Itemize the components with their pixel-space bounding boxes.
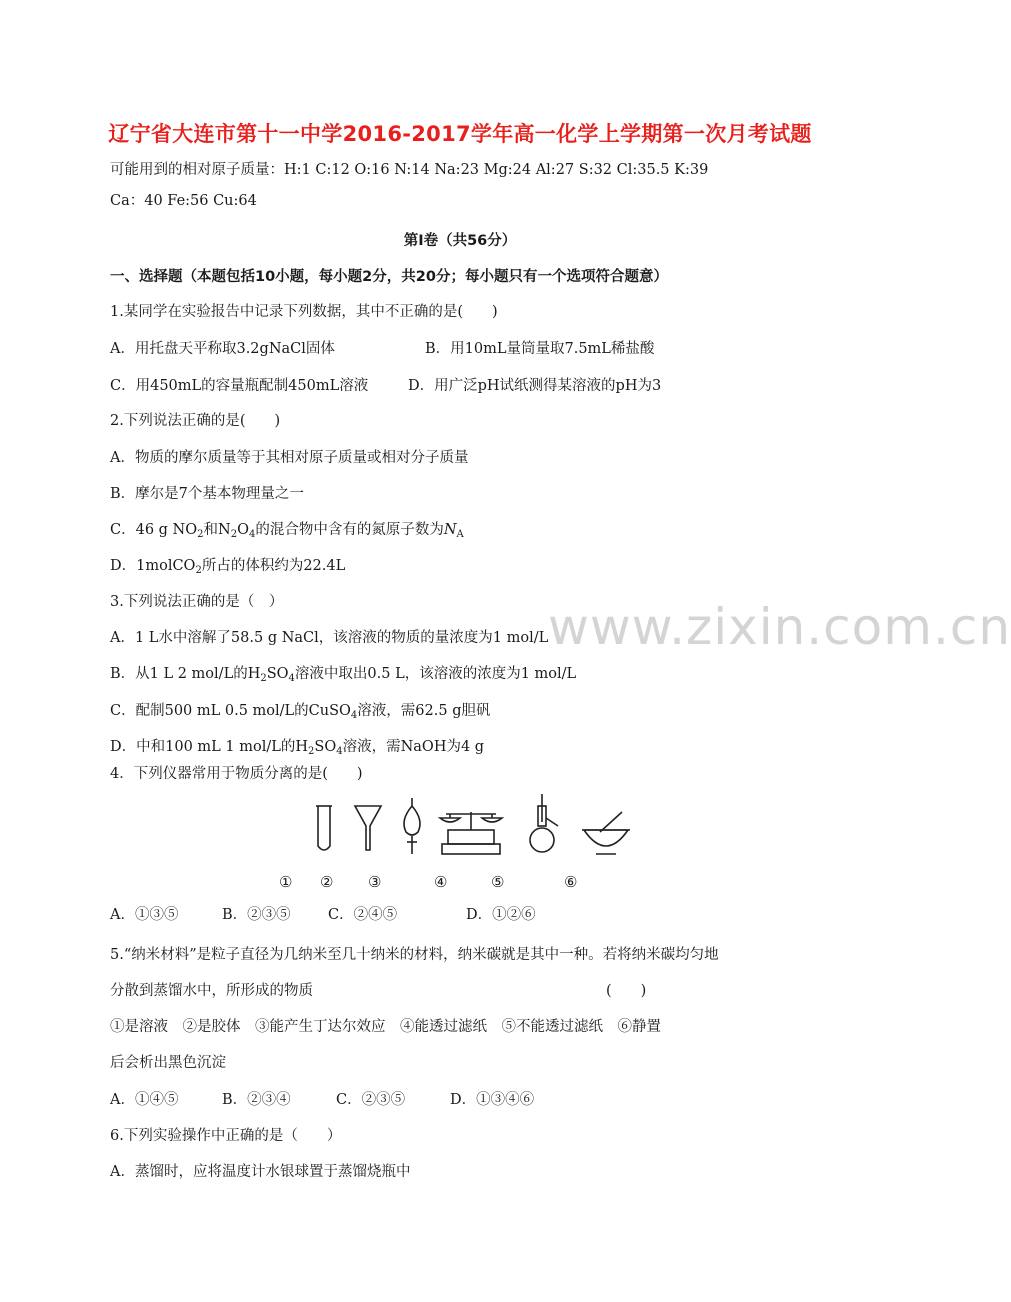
q5-items-line-2: 后会析出黑色沉淀 <box>110 1055 226 1071</box>
avogadro-symbol: $N_A$ <box>443 522 464 540</box>
separatory-funnel-icon <box>404 798 420 854</box>
q3-stem: 3.下列说法正确的是（ ） <box>110 594 284 610</box>
q2-option-a: A．物质的摩尔质量等于其相对原子质量或相对分子质量 <box>110 450 469 466</box>
q1-option-a: A．用托盘天平称取3.2gNaCl固体 <box>110 341 335 357</box>
q2-option-b: B．摩尔是7个基本物理量之一 <box>110 486 304 502</box>
exam-title: 辽宁省大连市第十一中学2016-2017学年高一化学上学期第一次月考试题 <box>108 122 812 146</box>
lab-instruments-figure <box>300 792 640 862</box>
q5-stem-line-1: 5.“纳米材料”是粒子直径为几纳米至几十纳米的材料，纳米碳就是其中一种。若将纳米碳均匀地 <box>110 947 719 963</box>
q3-option-d: D．中和100 mL 1 mol/L的$H_2SO_4$溶液，需NaOH为4 g <box>110 739 485 757</box>
q2-option-c: C．46 g $NO_2$和$N_2O_4$的混合物中含有的氮原子数为$N_A$ <box>110 522 464 540</box>
q2-stem: 2.下列说法正确的是( ) <box>110 413 281 429</box>
atomic-mass-line-2: Ca：40 Fe:56 Cu:64 <box>110 193 257 209</box>
q3-option-b: B．从1 L 2 mol/L的$H_2SO_4$溶液中取出0.5 L，该溶液的浓度为1 mol/L <box>110 666 577 684</box>
exam-page: 辽宁省大连市第十一中学2016-2017学年高一化学上学期第一次月考试题 可能用到的相对原子质量：H:1 C:12 O:16 N:14 Na:23 Mg:24 Al:27 S:32 Cl:35.5 K:39 Ca：40 Fe:56 Cu:64 第Ⅰ卷（共56分） 一、选择题（本题包括10小题，每小题2分，共20分；每小题只有一个选项符合题意） 1.某同学在实验报告中记录下列数据，其中不正确的是( ) A．用托盘天平称取3.2gNaCl固体 B．用10mL量筒量取7.5mL稀盐酸 C．用450mL的容量瓶配制450mL溶液 D．用广泛pH试纸测得某溶液的pH为3 2.下列说法正确的是( ) A．物质的摩尔质量等于其相对原子质量或相对分子质量 B．摩尔是7个基本物理量之一 C．46 g $NO_2$和$N_2O_4$的混合物中含有的氮原子数为$N_A$ D．1molCO$_2$所占的体积约为22.4L 3.下列说法正确的是（ ） A．1 L水中溶解了58.5 g NaCl，该溶液的物质的量浓度为1 mol/L B．从1 L 2 mol/L的$H_2SO_4$溶液中取出0.5 L，该溶液的浓度为1 mol/L C．配制500 mL 0.5 mol/L的CuSO$_4$溶液，需62.5 g胆矾 D．中和100 mL 1 mol/L的$H_2SO_4$溶液，需NaOH为4 g www.zixin.com.cn 4．下列仪器常用于物质分离的是( ) ① ② ③ ④ ⑤ ⑥ A．①③⑤ B．②③⑤ C．②④⑤ D．①②⑥ 5.“纳米材料”是粒子直径为几纳米至几十纳米的材料，纳米碳就是其中一种。若将纳米碳均匀地 分散到蒸馏水中，所形成的物质 ( ) ①是溶液 ②是胶体 ③能产生丁达尔效应 ④能透过滤纸 ⑤不能透过滤纸 ⑥静置 后会析出黑色沉淀 A．①④⑤ B．②③④ C．②③⑤ D．①③④⑥ 6.下列实验操作中正确的是（ ） A．蒸馏时，应将温度计水银球置于蒸馏烧瓶中 <box>0 0 920 1302</box>
q1-stem: 1.某同学在实验报告中记录下列数据，其中不正确的是( ) <box>110 304 498 320</box>
q3-option-c: C．配制500 mL 0.5 mol/L的CuSO$_4$溶液，需62.5 g胆矾 <box>110 703 491 721</box>
instrument-label-1: ① <box>279 873 293 891</box>
distillation-flask-icon <box>530 794 558 852</box>
watermark: www.zixin.com.cn <box>548 598 1011 656</box>
q5-option-d: D．①③④⑥ <box>450 1092 535 1108</box>
volume-heading: 第Ⅰ卷（共56分） <box>403 233 517 249</box>
test-tube-icon <box>316 806 332 850</box>
q1-option-b: B．用10mL量筒量取7.5mL稀盐酸 <box>425 341 655 357</box>
section-1-heading: 一、选择题（本题包括10小题，每小题2分，共20分；每小题只有一个选项符合题意） <box>110 269 668 285</box>
q5-items-line-1: ①是溶液 ②是胶体 ③能产生丁达尔效应 ④能透过滤纸 ⑤不能透过滤纸 ⑥静置 <box>110 1019 661 1035</box>
funnel-icon <box>355 806 381 850</box>
instrument-label-2: ② <box>320 873 334 891</box>
q4-option-b: B．②③⑤ <box>222 907 291 923</box>
instrument-label-4: ④ <box>434 873 448 891</box>
q3-option-a: A．1 L水中溶解了58.5 g NaCl，该溶液的物质的量浓度为1 mol/L <box>110 630 549 646</box>
q1-option-c: C．用450mL的容量瓶配制450mL溶液 <box>110 378 369 394</box>
q2-option-d: D．1molCO$_2$所占的体积约为22.4L <box>110 558 346 576</box>
instrument-label-5: ⑤ <box>491 873 505 891</box>
q6-stem: 6.下列实验操作中正确的是（ ） <box>110 1128 342 1144</box>
q6-option-a: A．蒸馏时，应将温度计水银球置于蒸馏烧瓶中 <box>110 1164 411 1180</box>
q4-stem: 4．下列仪器常用于物质分离的是( ) <box>110 766 363 782</box>
q1-option-d: D．用广泛pH试纸测得某溶液的pH为3 <box>408 378 662 394</box>
q5-option-b: B．②③④ <box>222 1092 291 1108</box>
atomic-mass-line-1: 可能用到的相对原子质量：H:1 C:12 O:16 N:14 Na:23 Mg:24 Al:27 S:32 Cl:35.5 K:39 <box>110 162 709 178</box>
mortar-and-pestle-icon <box>582 812 630 854</box>
q4-option-c: C．②④⑤ <box>328 907 398 923</box>
q4-option-a: A．①③⑤ <box>110 907 179 923</box>
q4-option-d: D．①②⑥ <box>466 907 536 923</box>
instrument-label-3: ③ <box>368 873 382 891</box>
q5-option-c: C．②③⑤ <box>336 1092 406 1108</box>
instrument-label-6: ⑥ <box>564 873 578 891</box>
q5-answer-paren: ( ) <box>606 983 647 999</box>
balance-scale-icon <box>440 812 502 854</box>
q5-option-a: A．①④⑤ <box>110 1092 179 1108</box>
